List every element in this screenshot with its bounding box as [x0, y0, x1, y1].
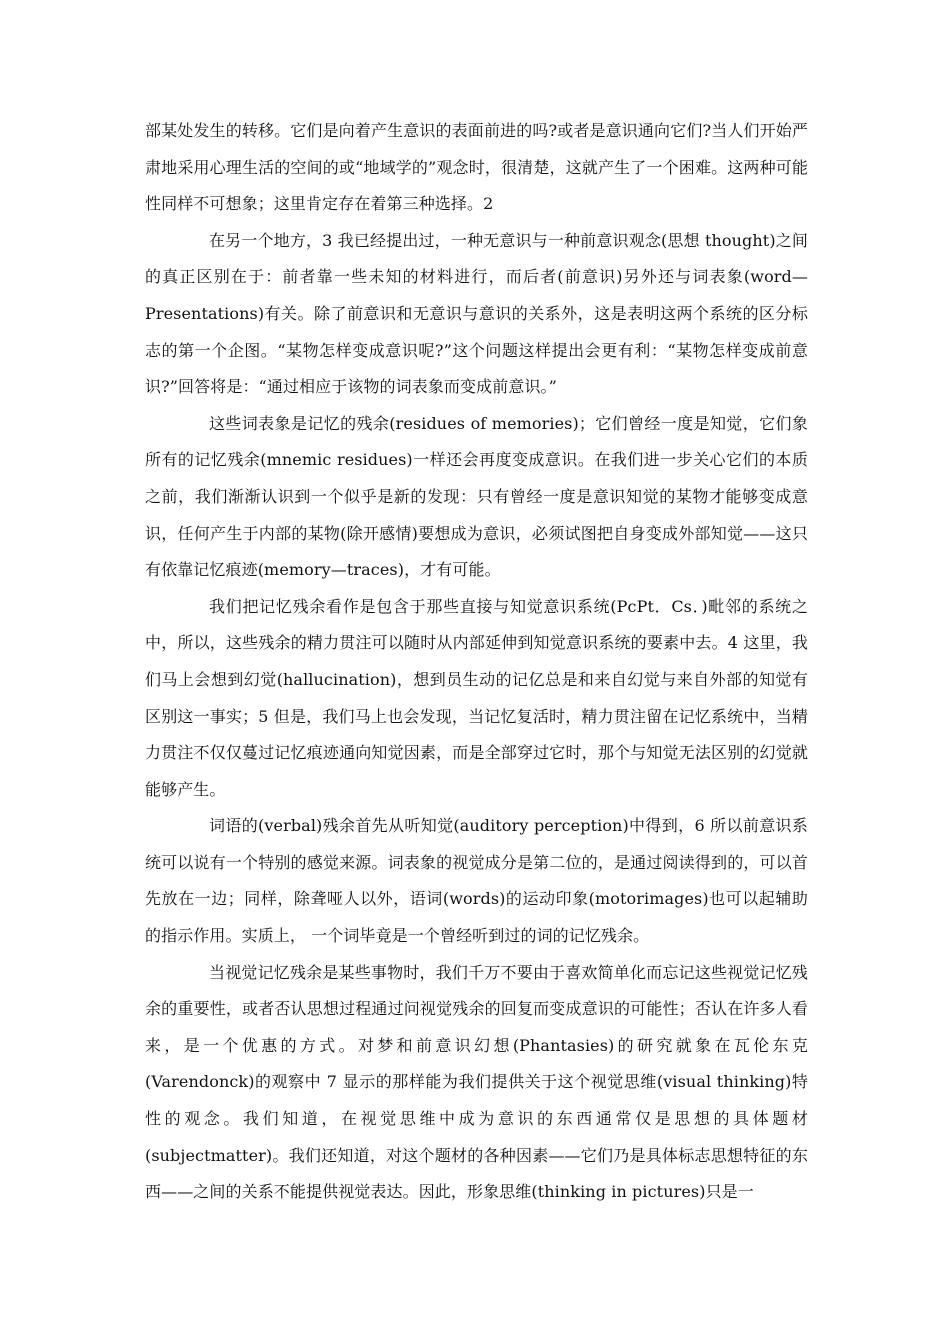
document-page — [145, 113, 808, 1211]
paragraph-1: 部某处发生的转移。它们是向着产生意识的表面前进的吗?或者是意识通向它们?当人们开始严肃地采用心理生活的空间的或“地域学的”观念时，很清楚，这就产生了一个困难。这两种可能性同样不可想象；这里肯定存在着第三种选择。2 — [145, 121, 808, 214]
paragraph-3: 这些词表象是记忆的残余(residues of memories)；它们曾经一度是知觉，它们象所有的记忆残余(mnemic residues)一样还会再度变成意识。在我们进一步关心它们的本质之前，我们渐渐认识到一个似乎是新的发现：只有曾经一度是意识知觉的某物才能够变成意识，任何产生于内部的某物(除开感情)要想成为意识，必须试图把自身变成外部知觉——这只有依靠记忆痕迹(memory—traces)，才有可能。 — [145, 413, 808, 580]
paragraph-6: 当视觉记忆残余是某些事物时，我们千万不要由于喜欢简单化而忘记这些视觉记忆残余的重要性，或者否认思想过程通过问视觉残余的回复而变成意识的可能性；否认在许多人看来，是一个优惠的方式。对梦和前意识幻想(Phantasies)的研究就象在瓦伦东克(Varendonck)的观察中 7 显示的那样能为我们提供关于这个视觉思维(visual thinking)特性的观念。我们知道，在视觉思维中成为意识的东西通常仅是思想的具体题材(subjectmatter)。我们还知道，对这个题材的各种因素——它们乃是具体标志思想特征的东西——之间的关系不能提供视觉表达。因此，形象思维(thinking in pictures)只是一 — [145, 962, 808, 1202]
paragraph-4: 我们把记忆残余看作是包含于那些直接与知觉意识系统(PcPt．Cs．)毗邻的系统之中，所以，这些残余的精力贯注可以随时从内部延伸到知觉意识系统的要素中去。4 这里，我们马上会想到幻觉(hallucination)，想到员生动的记亿总是和来自幻觉与来自外部的知觉有区别这一事实；5 但是，我们马上也会发现，当记忆复活时，精力贯注留在记忆系统中，当精力贯注不仅仅蔓过记忆痕迹通向知觉因素，而是全部穿过它时，那个与知觉无法区别的幻觉就能够产生。 — [145, 596, 808, 799]
paragraph-5: 词语的(verbal)残余首先从听知觉(auditory perception)中得到，6 所以前意识系统可以说有一个特别的感觉来源。词表象的视觉成分是第二位的，是通过阅读得到的，可以首先放在一边；同样，除聋哑人以外，语词(words)的运动印象(motorimages)也可以起辅助的指示作用。实质上， 一个词毕竟是一个曾经听到过的词的记忆残余。 — [145, 816, 808, 946]
paragraph-2: 在另一个地方，3 我已经提出过，一种无意识与一种前意识观念(思想 thought)之间的真正区别在于：前者靠一些未知的材料进行，而后者(前意识)另外还与词表象(word—Presentations)有关。除了前意识和无意识与意识的关系外，这是表明这两个系统的区分标志的第一个企图。“某物怎样变成意识呢?”这个问题这样提出会更有利：“某物怎样变成前意识?”回答将是：“通过相应于该物的词表象而变成前意识。” — [145, 230, 808, 397]
